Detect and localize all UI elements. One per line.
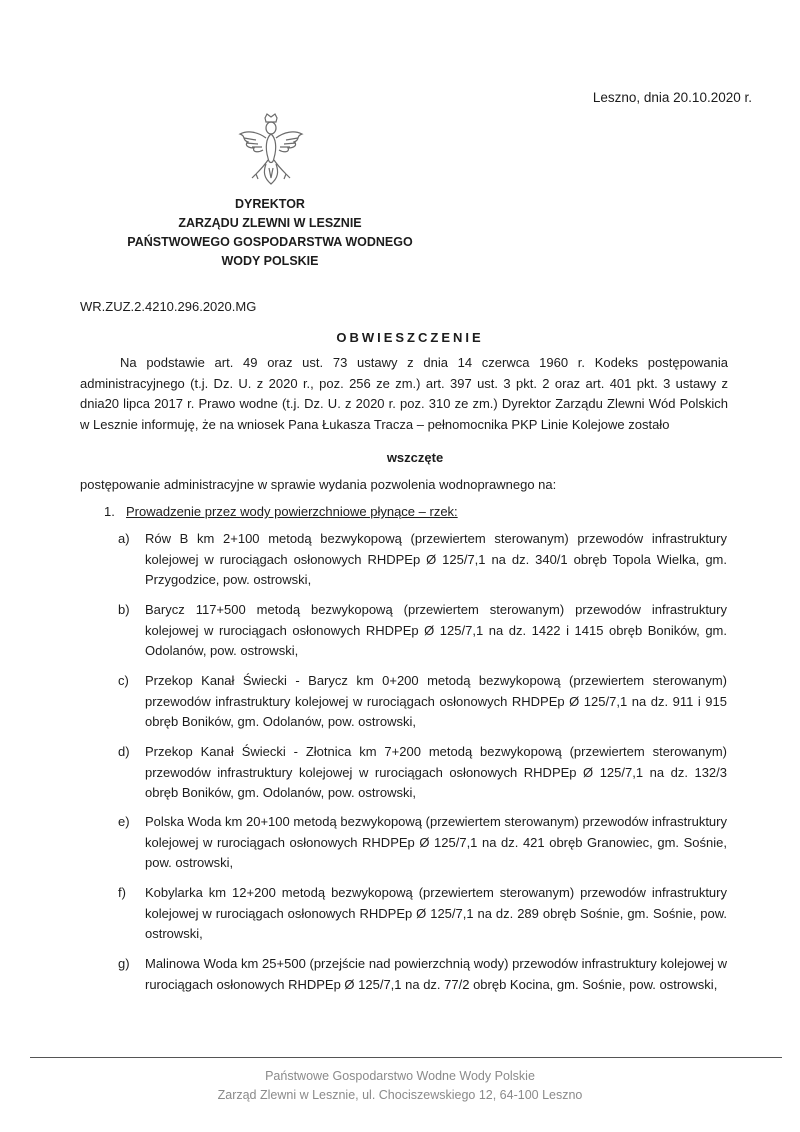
list-item-text: Polska Woda km 20+100 metodą bezwykopową (przewiertem sterowanym) przewodów infrastruktury kolejowej w rurociągach osłonowych RHDPEp Ø 125/7,1 na dz. 421 obręb Granowiec, gm. Sośnie, pow. ostrowski,	[145, 814, 727, 870]
list-item	[118, 671, 727, 733]
list-item	[118, 883, 727, 945]
footer-address: Zarząd Zlewni w Lesznie, ul. Chociszewskiego 12, 64-100 Leszno	[217, 1088, 583, 1102]
intro-paragraph	[80, 353, 728, 435]
footer-divider	[30, 1057, 782, 1058]
list-item	[118, 529, 727, 591]
list-item-letter: d)	[118, 744, 130, 759]
list-item-letter: f)	[118, 885, 126, 900]
list-item-text: Malinowa Woda km 25+500 (przejście nad powierzchnią wody) przewodów infrastruktury kolejowej w rurociągach osłonowych RHDPEp Ø 125/7,1 na dz. 77/2 obręb Kocina, gm. Sośnie, pow. ostrowski,	[145, 956, 727, 992]
subject-line: postępowanie administracyjne w sprawie wydania pozwolenia wodnoprawnego na:	[80, 477, 557, 492]
list-item-text: Kobylarka km 12+200 metodą bezwykopową (przewiertem sterowanym) przewodów infrastruktury kolejowej w rurociągach osłonowych RHDPEp Ø 125/7,1 na dz. 289 obręb Sośnie, gm. Sośnie, pow. ostrowski,	[145, 885, 727, 941]
header-title-board: ZARZĄDU ZLEWNI W LESZNIE	[178, 216, 362, 230]
list-item-letter: e)	[118, 814, 130, 829]
list-number: 1.	[104, 504, 115, 519]
list-item-text: Rów B km 2+100 metodą bezwykopową (przewiertem sterowanym) przewodów infrastruktury kolejowej w rurociągach osłonowych RHDPEp Ø 125/7,1 na dz. 340/1 obręb Topola Wielka, gm. Przygodzice, pow. ostrowski,	[145, 531, 727, 587]
list-item	[118, 812, 727, 874]
list-item-letter: b)	[118, 602, 130, 617]
list-heading	[104, 504, 458, 519]
list-item	[118, 600, 727, 662]
initiated-heading: wszczęte	[386, 450, 444, 465]
header-title-organization: WODY POLSKIE	[221, 254, 319, 268]
list-item-letter: g)	[118, 956, 130, 971]
list-item-letter: c)	[118, 673, 129, 688]
list-item-text: Przekop Kanał Świecki - Złotnica km 7+200 metodą bezwykopową (przewiertem sterowanym) przewodów infrastruktury kolejowej w rurociągach osłonowych RHDPEp Ø 125/7,1 na dz. 132/3 obręb Boników, gm. Odolanów, pow. ostrowski,	[145, 744, 727, 800]
list-item	[118, 954, 727, 995]
list-title: Prowadzenie przez wody powierzchniowe płynące – rzek:	[126, 504, 458, 519]
document-title: OBWIESZCZENIE	[336, 330, 484, 345]
header-title-institution: PAŃSTWOWEGO GOSPODARSTWA WODNEGO	[127, 235, 413, 249]
reference-number: WR.ZUZ.2.4210.296.2020.MG	[80, 299, 257, 314]
footer-organization: Państwowe Gospodarstwo Wodne Wody Polskie	[265, 1069, 535, 1083]
list-item-letter: a)	[118, 531, 130, 546]
header-title-director: DYREKTOR	[235, 197, 305, 211]
document-date: Leszno, dnia 20.10.2020 r.	[592, 90, 752, 105]
list-item-text: Barycz 117+500 metodą bezwykopową (przewiertem sterowanym) przewodów infrastruktury kolejowej w rurociągach osłonowych RHDPEp Ø 125/7,1 na dz. 1422 i 1415 obręb Boników, gm. Odolanów, pow. ostrowski,	[145, 602, 727, 658]
polish-eagle-emblem-icon	[236, 112, 306, 186]
list-item	[118, 742, 727, 804]
list-item-text: Przekop Kanał Świecki - Barycz km 0+200 metodą bezwykopową (przewiertem sterowanym) przewodów infrastruktury kolejowej w rurociągach osłonowych RHDPEp Ø 125/7,1 na dz. 911 i 915 obręb Boników, gm. Odolanów, pow. ostrowski,	[145, 673, 727, 729]
intro-text: Na podstawie art. 49 oraz ust. 73 ustawy z dnia 14 czerwca 1960 r. Kodeks postępowania administracyjnego (t.j. Dz. U. z 2020 r., poz. 256 ze zm.) art. 397 ust. 3 pkt. 2 oraz art. 401 pkt. 3 ustawy z dnia20 lipca 2017 r. Prawo wodne (t.j. Dz. U. z 2020 r. poz. 310 ze zm.) Dyrektor Zarządu Zlewni Wód Polskich w Lesznie informuję, że na wniosek Pana Łukasza Tracza – pełnomocnika PKP Linie Kolejowe zostało	[80, 355, 728, 432]
